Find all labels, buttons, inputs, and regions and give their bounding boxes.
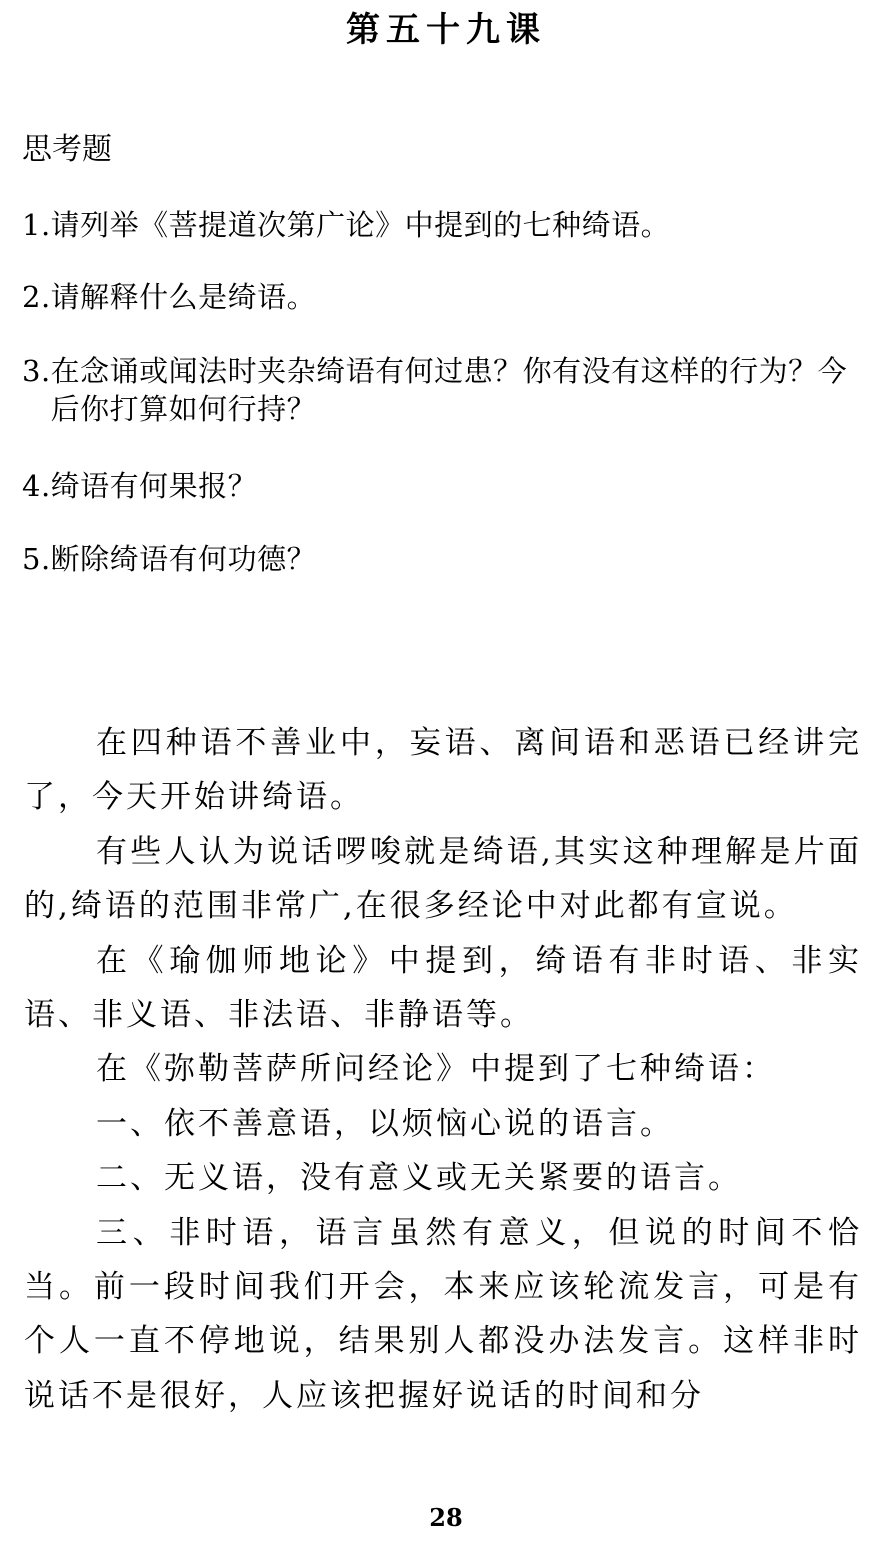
question-text: 请列举《菩提道次第广论》中提到的七种绮语。	[50, 208, 671, 242]
question-number: 1.	[22, 208, 51, 242]
question-number: 4.	[22, 469, 51, 503]
question-item	[22, 278, 872, 316]
question-text: 断除绮语有何功德？	[50, 542, 317, 576]
body-paragraph: 一、依不善意语，以烦恼心说的语言。	[96, 1105, 674, 1142]
lesson-title: 第五十九课	[346, 10, 546, 50]
question-text: 绮语有何果报？	[50, 469, 258, 503]
question-number: 2.	[22, 280, 51, 314]
question-item	[22, 540, 872, 578]
question-text: 在念诵或闻法时夹杂绮语有何过患？你有没有这样的行为？今后你打算如何行持？	[50, 354, 848, 426]
lesson-body	[24, 716, 862, 1423]
body-paragraph: 三、非时语，语言虽然有意义，但说的时间不恰当。前一段时间我们开会，本来应该轮流发言，可是有个人一直不停地说，结果别人都没办法发言。这样非时说话不是很好，人应该把握好说话的时间和分	[24, 1214, 862, 1414]
body-paragraph: 在《弥勒菩萨所问经论》中提到了七种绮语：	[96, 1051, 776, 1088]
questions-heading: 思考题	[22, 132, 112, 167]
body-paragraph: 在四种语不善业中，妄语、离间语和恶语已经讲完了，今天开始讲绮语。	[24, 725, 862, 816]
body-paragraph: 在《瑜伽师地论》中提到，绮语有非时语、非实语、非义语、非法语、非静语等。	[24, 942, 862, 1034]
question-item	[22, 206, 872, 244]
question-text: 请解释什么是绮语。	[50, 280, 317, 314]
page-number: 28	[429, 1503, 463, 1532]
body-paragraph: 二、无义语，没有意义或无关紧要的语言。	[96, 1160, 742, 1197]
question-number: 3.	[22, 354, 51, 388]
question-item	[22, 467, 872, 505]
body-paragraph: 有些人认为说话啰唆就是绮语,其实这种理解是片面的,绮语的范围非常广,在很多经论中对此都有宣说。	[24, 833, 862, 925]
question-item	[22, 352, 872, 428]
question-number: 5.	[22, 542, 51, 576]
